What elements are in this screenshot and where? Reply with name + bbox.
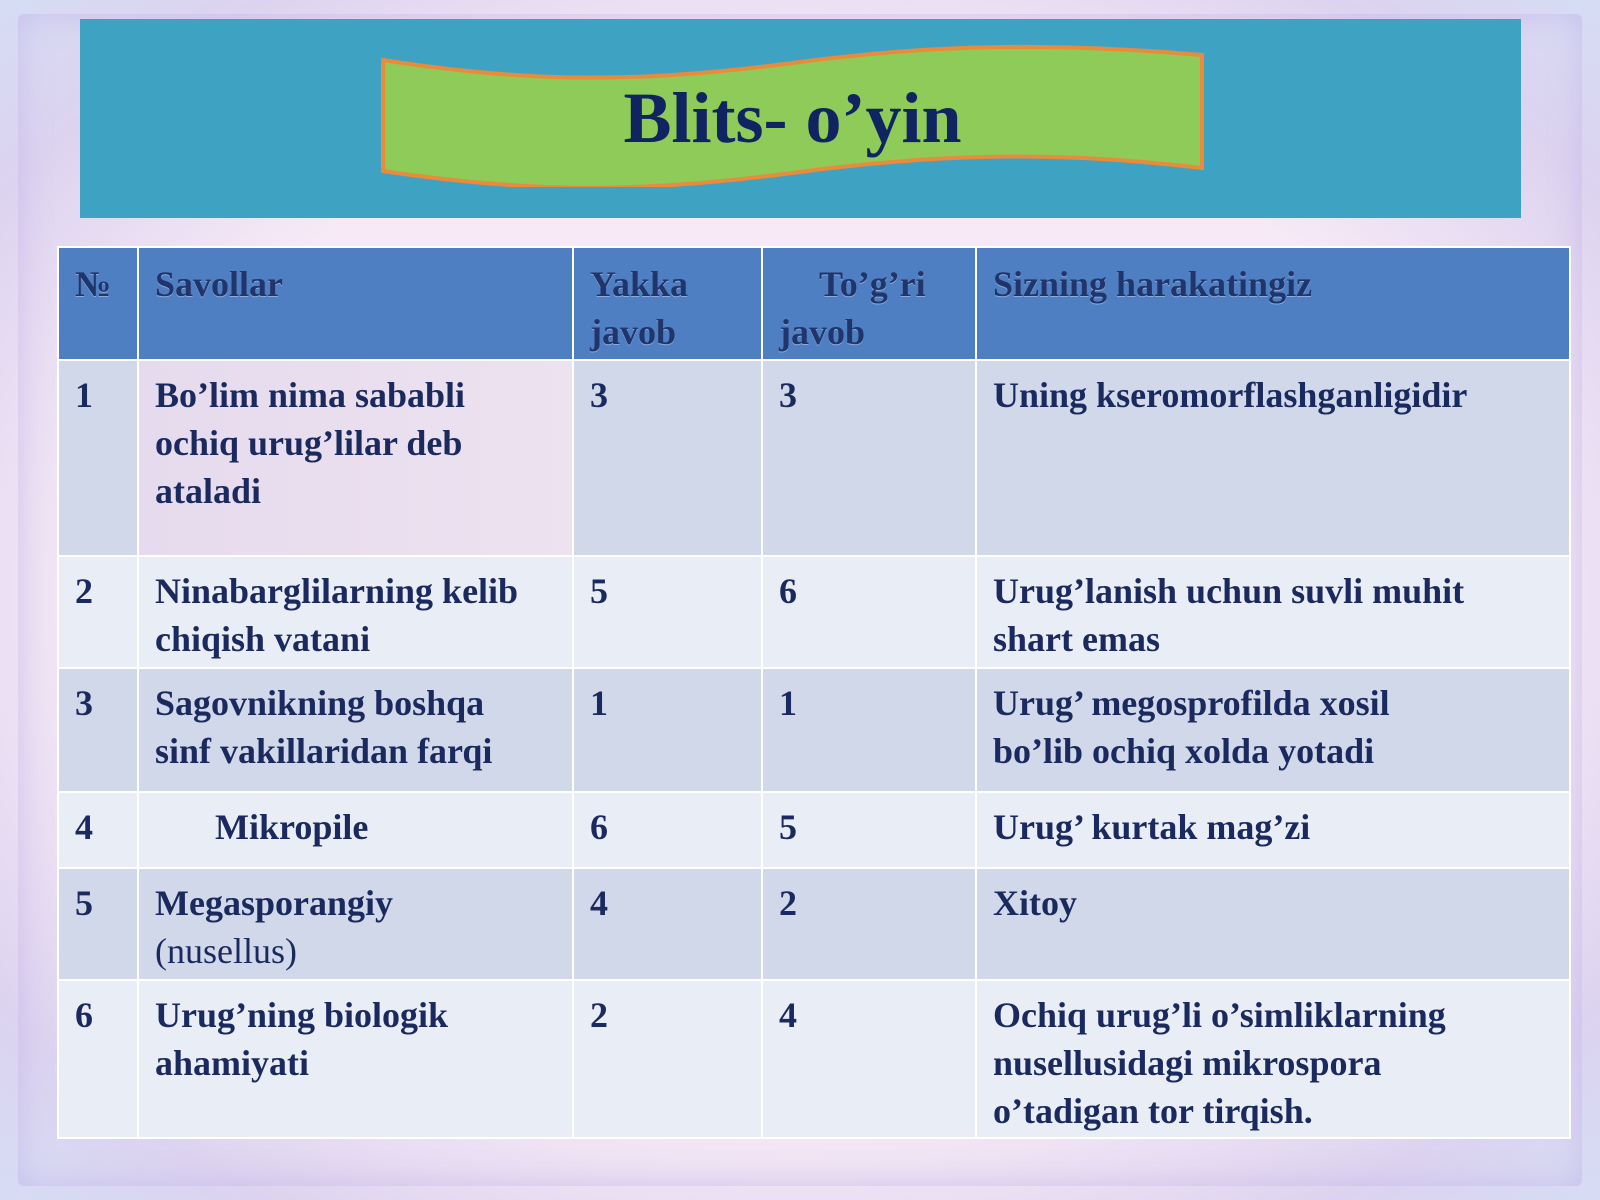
header-action: Sizning harakatingiz — [976, 247, 1570, 360]
row-single-answer: 4 — [573, 868, 762, 980]
title-banner — [380, 43, 1205, 187]
row-action: Urug’ kurtak mag’zi — [976, 792, 1570, 868]
row-single-answer: 2 — [573, 980, 762, 1138]
table-row — [58, 792, 1570, 868]
table-row — [58, 556, 1570, 668]
row-single-answer: 5 — [573, 556, 762, 668]
row-question: Sagovnikning boshqa sinf vakillaridan farqi — [138, 668, 573, 792]
row-action: Uning kseromorflashganligidir — [976, 360, 1570, 556]
row-question: Ninabarglilarning kelib chiqish vatani — [138, 556, 573, 668]
row-single-answer: 1 — [573, 668, 762, 792]
header-question: Savollar — [138, 247, 573, 360]
header-num: № — [58, 247, 138, 360]
row-question: Mikropile — [138, 792, 573, 868]
table-row — [58, 360, 1570, 556]
table-row — [58, 980, 1570, 1138]
row-correct-answer: 2 — [762, 868, 976, 980]
row-correct-answer: 4 — [762, 980, 976, 1138]
table-header-row — [58, 247, 1570, 360]
row-num: 1 — [58, 360, 138, 556]
table-row — [58, 868, 1570, 980]
row-question: Urug’ning biologik ahamiyati — [138, 980, 573, 1138]
row-correct-answer: 6 — [762, 556, 976, 668]
table-row — [58, 668, 1570, 792]
row-question: Megasporangiy (nusellus) — [138, 868, 573, 980]
row-action: Ochiq urug’li o’simliklarning nusellusidagi mikrospora o’tadigan tor tirqish. — [976, 980, 1570, 1138]
row-single-answer: 3 — [573, 360, 762, 556]
row-num: 5 — [58, 868, 138, 980]
row-correct-answer: 5 — [762, 792, 976, 868]
row-num: 6 — [58, 980, 138, 1138]
row-question: Bo’lim nima sababli ochiq urug’lilar deb ataladi — [138, 360, 573, 556]
blits-table — [57, 246, 1571, 1139]
row-action: Xitoy — [976, 868, 1570, 980]
row-correct-answer: 3 — [762, 360, 976, 556]
header-correct-answer: To’g’ri javob — [762, 247, 976, 360]
page-title: Blits- o’yin — [623, 77, 962, 158]
row-num: 2 — [58, 556, 138, 668]
row-action: Urug’ megosprofilda xosil bo’lib ochiq xolda yotadi — [976, 668, 1570, 792]
header-single-answer: Yakka javob — [573, 247, 762, 360]
row-correct-answer: 1 — [762, 668, 976, 792]
row-num: 3 — [58, 668, 138, 792]
row-single-answer: 6 — [573, 792, 762, 868]
row-action: Urug’lanish uchun suvli muhit shart emas — [976, 556, 1570, 668]
row-num: 4 — [58, 792, 138, 868]
